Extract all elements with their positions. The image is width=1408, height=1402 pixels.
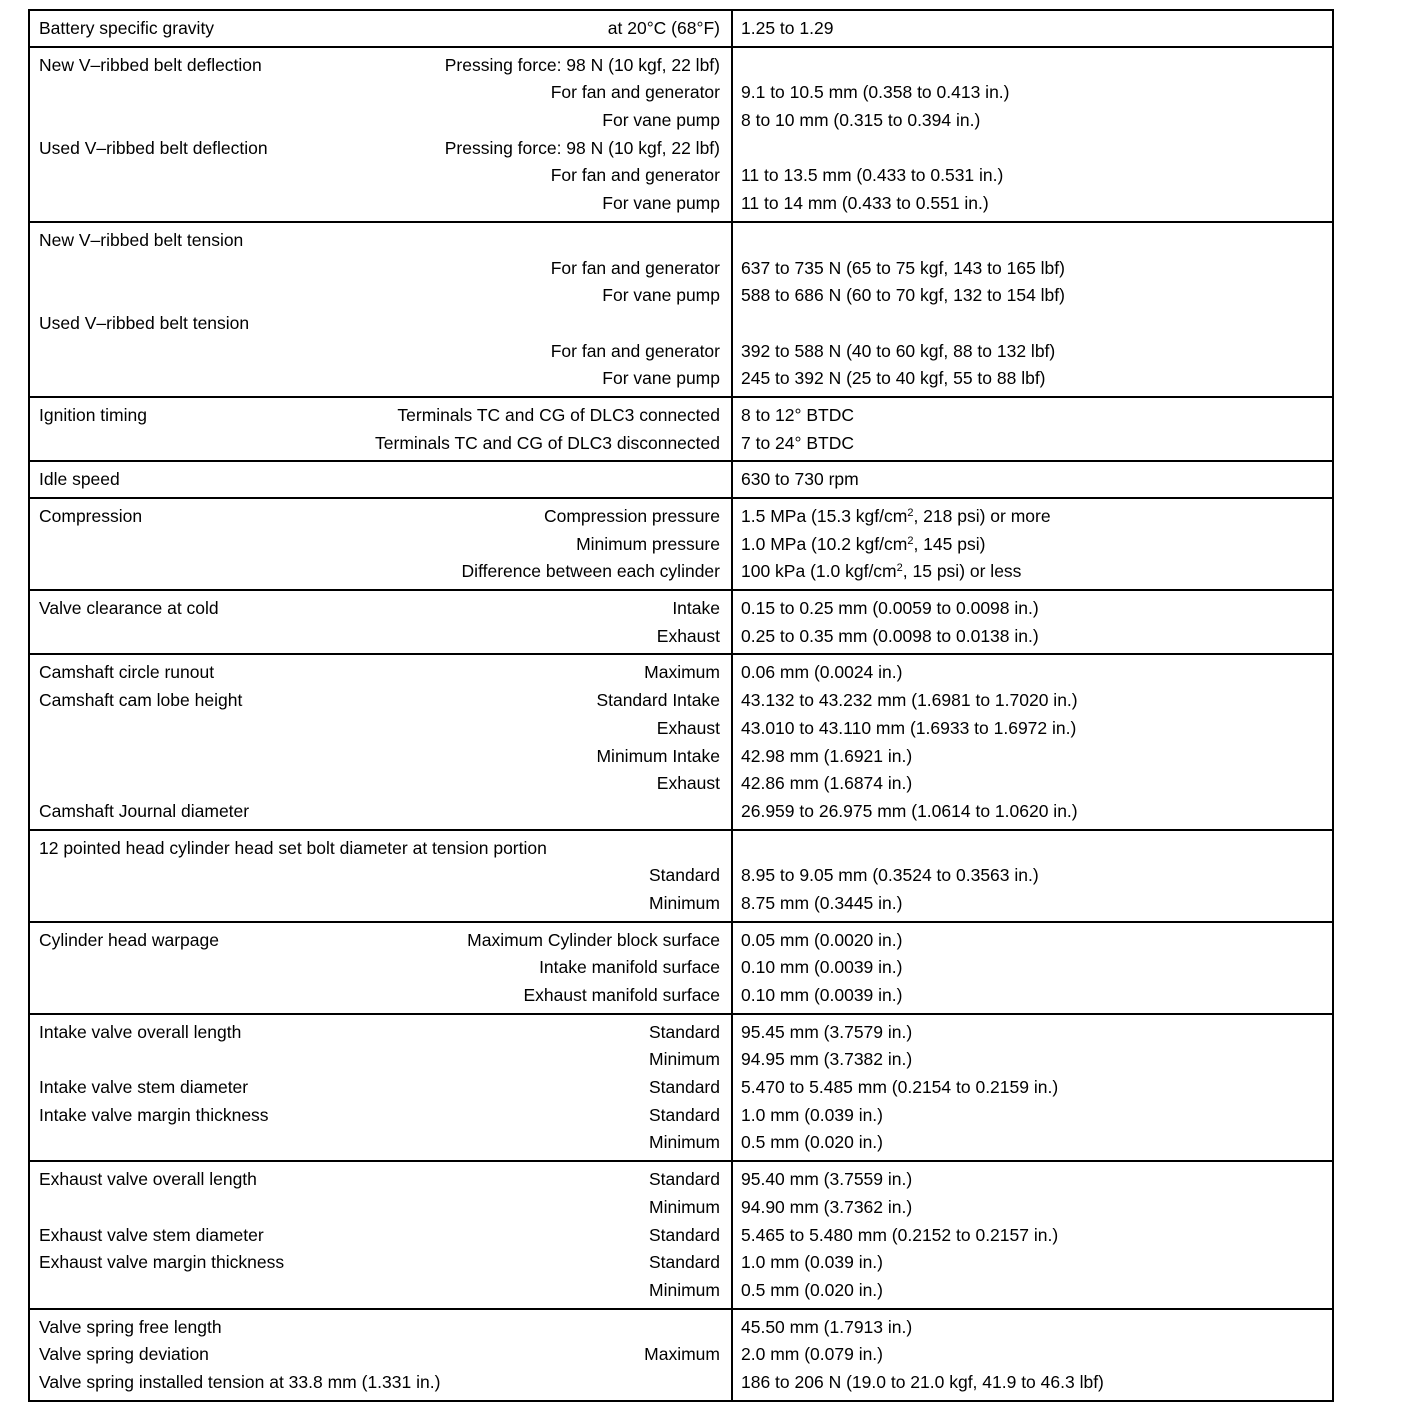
spec-value-text: 0.25 to 0.35 mm (0.0098 to 0.0138 in.) [741, 625, 1039, 646]
condition-label: Standard [648, 1104, 720, 1125]
table-row [30, 558, 1332, 586]
item-label: Intake valve stem diameter [39, 1077, 249, 1098]
spec-value [741, 1074, 1058, 1102]
condition-label: Terminals TC and CG of DLC3 connected [397, 404, 720, 425]
spec-value [741, 107, 980, 135]
table-row [30, 715, 1332, 743]
item-label: Exhaust valve overall length [39, 1169, 257, 1190]
table-row [30, 954, 1332, 982]
condition-label: Standard [648, 1224, 720, 1245]
condition-label: Compression pressure [543, 506, 720, 526]
spec-value-text: 42.98 mm (1.6921 in.) [741, 745, 913, 766]
condition-label: Minimum [649, 1196, 720, 1217]
spec-value [741, 1019, 912, 1047]
spec-value [741, 430, 854, 458]
spec-value [741, 531, 985, 559]
table-row [30, 15, 1332, 43]
condition-label: For vane pump [602, 368, 720, 389]
item-label: Idle speed [39, 469, 120, 490]
spec-value-text: 245 to 392 N (25 to 40 kgf, 55 to 88 lbf) [741, 368, 1046, 389]
spec-value [741, 466, 859, 494]
table-section [30, 591, 1332, 655]
spec-value-text: 0.5 mm (0.020 in.) [741, 1132, 883, 1153]
table-section [30, 1162, 1332, 1309]
spec-value-text: 1.0 mm (0.039 in.) [741, 1252, 883, 1273]
spec-value [741, 743, 912, 771]
condition-label: For fan and generator [550, 340, 720, 361]
spec-value-text: 26.959 to 26.975 mm (1.0614 to 1.0620 in.) [741, 800, 1078, 821]
table-row [30, 862, 1332, 890]
spec-value-text: 42.86 mm (1.6874 in.) [741, 773, 913, 794]
table-row [30, 687, 1332, 715]
table-row [30, 1369, 1332, 1397]
table-row [30, 623, 1332, 651]
spec-value-text: 100 kPa (1.0 kgf/cm [741, 561, 897, 582]
condition-label: Standard [648, 1077, 720, 1098]
spec-value [741, 1249, 883, 1277]
spec-value-text: 94.95 mm (3.7382 in.) [741, 1049, 913, 1070]
table-row [30, 1166, 1332, 1194]
spec-value-text: 9.1 to 10.5 mm (0.358 to 0.413 in.) [741, 82, 1010, 103]
condition-label: Maximum Cylinder block surface [467, 929, 720, 950]
table-row [30, 1046, 1332, 1074]
spec-value-text: 0.10 mm (0.0039 in.) [741, 985, 903, 1005]
table-section [30, 499, 1332, 591]
item-label: Used V–ribbed belt deflection [39, 137, 268, 158]
table-row [30, 430, 1332, 458]
table-row [30, 255, 1332, 283]
item-label: Ignition timing [39, 404, 147, 425]
spec-value [741, 927, 902, 955]
condition-label: Difference between each cylinder [461, 561, 720, 582]
item-label: Valve spring installed tension at 33.8 mm (1.331 in.) [39, 1371, 441, 1392]
item-label: Valve spring deviation [39, 1344, 209, 1365]
spec-value-text: 0.5 mm (0.020 in.) [741, 1279, 883, 1300]
condition-label: Exhaust manifold surface [523, 985, 720, 1005]
table-row [30, 1277, 1332, 1305]
condition-label: Minimum pressure [576, 533, 720, 554]
spec-value-text: 5.470 to 5.485 mm (0.2154 to 0.2159 in.) [741, 1077, 1059, 1098]
spec-value [741, 190, 989, 218]
spec-value [741, 1314, 912, 1342]
table-section [30, 831, 1332, 923]
spec-value-text: 43.132 to 43.232 mm (1.6981 to 1.7020 in.) [741, 690, 1078, 711]
condition-label: For fan and generator [550, 165, 720, 186]
spec-value [741, 1194, 912, 1222]
spec-value [741, 402, 854, 430]
table-row [30, 338, 1332, 366]
spec-value-text: 8 to 12° BTDC [741, 404, 855, 425]
table-section [30, 923, 1332, 1015]
spec-value [741, 1341, 883, 1369]
spec-value-text: 45.50 mm (1.7913 in.) [741, 1316, 913, 1337]
item-label: Camshaft cam lobe height [39, 690, 243, 711]
table-row [30, 107, 1332, 135]
condition-label: Maximum [644, 662, 720, 683]
spec-value-text: 1.5 MPa (15.3 kgf/cm [741, 506, 908, 526]
item-label: Camshaft Journal diameter [39, 800, 250, 821]
table-row [30, 770, 1332, 798]
spec-value [741, 659, 902, 687]
condition-label: Standard [648, 1252, 720, 1273]
table-row [30, 1019, 1332, 1047]
condition-label: Standard [648, 865, 720, 886]
spec-value [741, 1166, 912, 1194]
table-row [30, 835, 1332, 863]
table-row [30, 1222, 1332, 1250]
table-row [30, 531, 1332, 559]
condition-label: Standard [648, 1169, 720, 1190]
spec-value [741, 365, 1046, 393]
table-section [30, 1015, 1332, 1162]
spec-value-text: , 145 psi) [913, 533, 986, 554]
table-row [30, 79, 1332, 107]
condition-label: Minimum [649, 1279, 720, 1300]
spec-value [741, 687, 1078, 715]
condition-label: Standard Intake [596, 690, 720, 711]
table-row [30, 135, 1332, 163]
table-row [30, 1341, 1332, 1369]
spec-value-text: 7 to 24° BTDC [741, 432, 855, 453]
table-section [30, 655, 1332, 830]
table-row [30, 1102, 1332, 1130]
condition-label: For fan and generator [550, 257, 720, 278]
table-row [30, 1129, 1332, 1157]
condition-label: Standard [648, 1021, 720, 1042]
specifications-table [28, 9, 1334, 1402]
item-label: Camshaft circle runout [39, 662, 215, 683]
condition-label: For fan and generator [550, 82, 720, 103]
table-row [30, 1314, 1332, 1342]
item-label: Cylinder head warpage [39, 929, 219, 950]
spec-value-text: 1.0 mm (0.039 in.) [741, 1104, 883, 1125]
spec-value [741, 1102, 883, 1130]
item-label: New V–ribbed belt tension [39, 229, 244, 250]
spec-value [741, 162, 1003, 190]
condition-label: Terminals TC and CG of DLC3 disconnected [375, 432, 720, 453]
spec-value [741, 338, 1055, 366]
spec-value [741, 15, 833, 43]
condition-label: Exhaust [656, 773, 720, 794]
item-label: Compression [39, 506, 143, 526]
table-row [30, 365, 1332, 393]
condition-label: at 20°C (68°F) [607, 18, 720, 38]
table-row [30, 659, 1332, 687]
spec-value-text: 0.15 to 0.25 mm (0.0059 to 0.0098 in.) [741, 598, 1039, 619]
spec-value-text: 5.465 to 5.480 mm (0.2152 to 0.2157 in.) [741, 1224, 1059, 1245]
spec-value-text: , 15 psi) or less [902, 561, 1022, 582]
table-row [30, 466, 1332, 494]
condition-label: For vane pump [602, 193, 720, 214]
table-row [30, 927, 1332, 955]
table-row [30, 1074, 1332, 1102]
spec-value-text: 2.0 mm (0.079 in.) [741, 1344, 883, 1365]
condition-label: Minimum [649, 892, 720, 913]
spec-value-text: 95.45 mm (3.7579 in.) [741, 1021, 913, 1042]
spec-value [741, 1369, 1104, 1397]
spec-value [741, 79, 1010, 107]
spec-value-text: 637 to 735 N (65 to 75 kgf, 143 to 165 lbf) [741, 257, 1065, 278]
spec-value [741, 770, 912, 798]
table-row [30, 798, 1332, 826]
condition-label: Maximum [644, 1344, 720, 1365]
item-label: Valve spring free length [39, 1316, 222, 1337]
item-label: 12 pointed head cylinder head set bolt diameter at tension portion [39, 837, 547, 858]
spec-value [741, 798, 1078, 826]
spec-value-text: 1.0 MPa (10.2 kgf/cm [741, 533, 908, 554]
spec-value-text: 94.90 mm (3.7362 in.) [741, 1196, 913, 1217]
table-row [30, 743, 1332, 771]
superscript: 2 [907, 507, 914, 519]
table-row [30, 52, 1332, 80]
table-section [30, 462, 1332, 499]
condition-label: Intake [672, 598, 720, 619]
spec-value-text: 392 to 588 N (40 to 60 kgf, 88 to 132 lbf) [741, 340, 1056, 361]
condition-label: Minimum Intake [596, 745, 720, 766]
condition-label: For vane pump [602, 285, 720, 306]
spec-value-text: 11 to 13.5 mm (0.433 to 0.531 in.) [741, 165, 1004, 186]
table-section [30, 398, 1332, 462]
condition-label: Pressing force: 98 N (10 kgf, 22 lbf) [444, 137, 720, 158]
item-label: Intake valve margin thickness [39, 1104, 269, 1125]
table-section [30, 223, 1332, 398]
spec-value [741, 255, 1065, 283]
table-row [30, 595, 1332, 623]
table-section [30, 11, 1332, 48]
table-row [30, 982, 1332, 1010]
table-row [30, 310, 1332, 338]
condition-label: Pressing force: 98 N (10 kgf, 22 lbf) [444, 54, 720, 75]
spec-value-text: 1.25 to 1.29 [741, 18, 834, 38]
table-row [30, 402, 1332, 430]
table-row [30, 190, 1332, 218]
spec-value-text: 0.06 mm (0.0024 in.) [741, 662, 903, 683]
condition-label: Intake manifold surface [539, 957, 720, 978]
table-row [30, 1249, 1332, 1277]
spec-value [741, 982, 902, 1010]
spec-value-text: 95.40 mm (3.7559 in.) [741, 1169, 913, 1190]
item-label: Battery specific gravity [39, 18, 215, 38]
spec-value [741, 282, 1065, 310]
spec-value [741, 595, 1039, 623]
spec-value [741, 1129, 883, 1157]
spec-value-text: 43.010 to 43.110 mm (1.6933 to 1.6972 in.) [741, 717, 1077, 738]
spec-value-text: 8.75 mm (0.3445 in.) [741, 892, 903, 913]
condition-label: Exhaust [656, 625, 720, 646]
table-row [30, 227, 1332, 255]
condition-label: For vane pump [602, 110, 720, 131]
spec-value-text: 186 to 206 N (19.0 to 21.0 kgf, 41.9 to 46.3 lbf) [741, 1371, 1104, 1392]
superscript: 2 [896, 562, 903, 575]
spec-value-text: 630 to 730 rpm [741, 469, 859, 490]
item-label: New V–ribbed belt deflection [39, 54, 262, 75]
item-label: Intake valve overall length [39, 1021, 242, 1042]
spec-value [741, 890, 902, 918]
spec-value-text: , 218 psi) or more [913, 506, 1051, 526]
spec-value-text: 8.95 to 9.05 mm (0.3524 to 0.3563 in.) [741, 865, 1039, 886]
spec-value [741, 1222, 1058, 1250]
spec-value [741, 715, 1076, 743]
spec-value [741, 503, 1051, 531]
item-label: Used V–ribbed belt tension [39, 312, 250, 333]
table-section [30, 1310, 1332, 1402]
table-row [30, 162, 1332, 190]
spec-value [741, 623, 1039, 651]
condition-label: Exhaust [656, 717, 720, 738]
table-row [30, 503, 1332, 531]
table-row [30, 282, 1332, 310]
spec-value [741, 1046, 912, 1074]
spec-value [741, 1277, 883, 1305]
table-row [30, 1194, 1332, 1222]
item-label: Exhaust valve margin thickness [39, 1252, 285, 1273]
spec-value [741, 558, 1021, 586]
spec-value [741, 862, 1039, 890]
spec-value-text: 0.05 mm (0.0020 in.) [741, 929, 903, 950]
superscript: 2 [907, 534, 914, 547]
spec-value-text: 0.10 mm (0.0039 in.) [741, 957, 903, 978]
spec-value [741, 954, 902, 982]
condition-label: Minimum [649, 1049, 720, 1070]
table-section [30, 48, 1332, 223]
item-label: Exhaust valve stem diameter [39, 1224, 264, 1245]
condition-label: Minimum [649, 1132, 720, 1153]
spec-value-text: 11 to 14 mm (0.433 to 0.551 in.) [741, 193, 989, 214]
spec-value-text: 588 to 686 N (60 to 70 kgf, 132 to 154 lbf) [741, 285, 1065, 306]
spec-value-text: 8 to 10 mm (0.315 to 0.394 in.) [741, 110, 981, 131]
table-row [30, 890, 1332, 918]
item-label: Valve clearance at cold [39, 598, 219, 619]
